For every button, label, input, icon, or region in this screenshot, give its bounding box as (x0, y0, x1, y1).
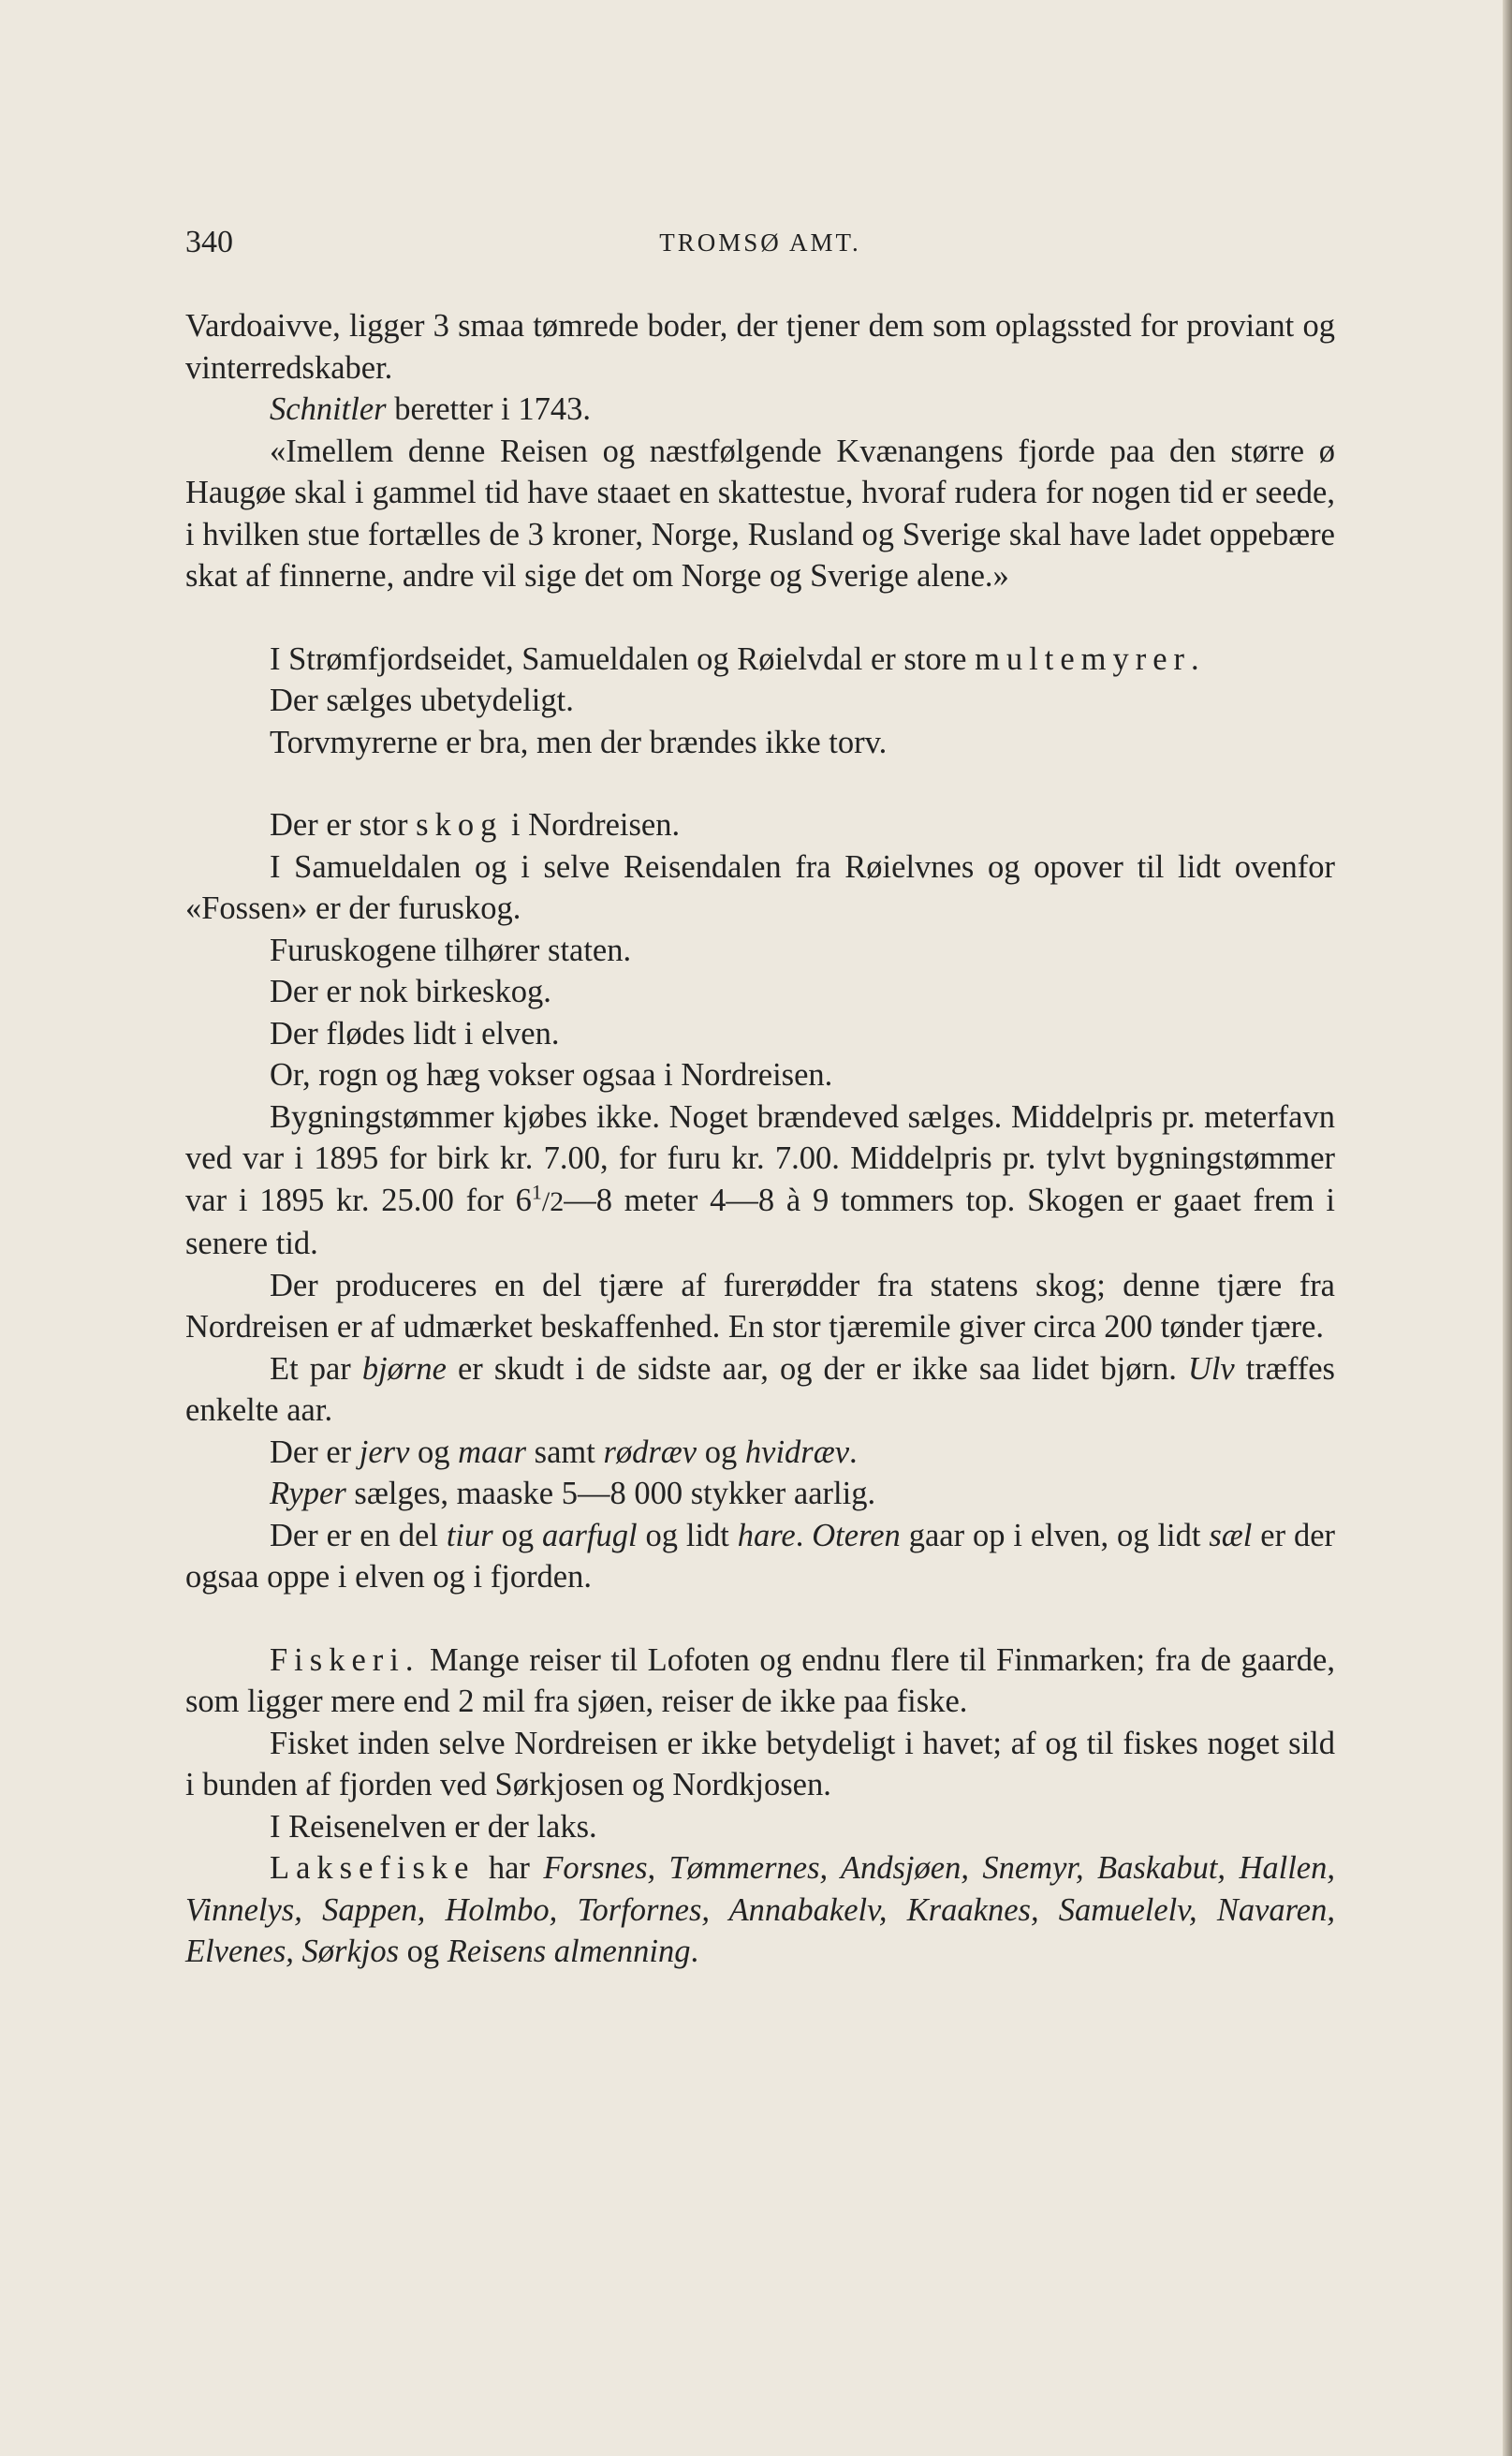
section-paragraph-fiskeri: Fiskeri. Mange reiser til Lofoten og endnu flere til Finmarken; fra de gaarde, som ligger mere end 2 mil fra sjøen, reiser de ikke paa fiske. (185, 1641, 1335, 1719)
page-header (185, 225, 1335, 272)
running-title: TROMSØ AMT. (659, 228, 861, 257)
paragraph: Der er jerv og maar samt rødræv og hvidræv. (270, 1434, 858, 1470)
paragraph: Or, rogn og hæg vokser ogsaa i Nordreisen. (270, 1057, 833, 1093)
page-number: 340 (185, 225, 233, 259)
paragraph: Der produceres en del tjære af furerødder fra statens skog; denne tjære fra Nordreisen er af udmærket beskaffenhed. En stor tjæremile giver circa 200 tønder tjære. (185, 1267, 1335, 1345)
paragraph: Der er nok birkeskog. (270, 974, 551, 1009)
paragraph: Der flødes lidt i elven. (270, 1015, 560, 1052)
paragraph: I Reisenelven er der laks. (270, 1808, 597, 1845)
paragraph: Torvmyrerne er bra, men der brændes ikke torv. (270, 724, 888, 760)
paragraph: Fisket inden selve Nordreisen er ikke betydeligt i havet; af og til fiskes noget sild i bunden af fjorden ved Sørkjosen og Nordkjosen. (185, 1725, 1335, 1802)
paragraph: Der er stor skog i Nordreisen. (270, 807, 681, 843)
scan-edge-shadow (1503, 0, 1512, 2456)
paragraph: Der sælges ubetydeligt. (270, 683, 574, 718)
paragraph: Et par bjørne er skudt i de sidste aar, og der er ikke saa lidet bjørn. Ulv træffes enkelte aar. (185, 1350, 1335, 1428)
paragraph: Der er en del tiur og aarfugl og lidt hare. Oteren gaar op i elven, og lidt sæl er der ogsaa oppe i elven og i fjorden. (185, 1517, 1336, 1595)
paragraph: I Samueldalen og i selve Reisendalen fra Røielvnes og opover til lidt ovenfor «Fossen» er der furuskog. (185, 848, 1335, 926)
paragraph: Furuskogene tilhører staten. (270, 932, 632, 968)
quote-paragraph: «Imellem denne Reisen og næstfølgende Kvænangens fjorde paa den større ø Haugøe skal i gammel tid have staaet en skattestue, hvoraf rudera for nogen tid er seede, i hvilken stue fortælles de 3 kroner, Norge, Rusland og Sverige skal have ladet oppebære skat af finnerne, andre vil sige det om Norge og Sverige alene.» (185, 433, 1335, 594)
paragraph: Vardoaivve, ligger 3 smaa tømrede boder, der tjener dem som oplagssted for proviant og vinterredskaber. (185, 308, 1335, 386)
paragraph: Schnitler beretter i 1743. (270, 391, 591, 427)
paragraph: Laksefiske har Forsnes, Tømmernes, Andsjøen, Snemyr, Baskabut, Hallen, Vinnelys, Sappen, Holmbo, Torfornes, Annabakelv, Kraaknes, Samuelelv, Navaren, Elvenes, Sørkjos og Reisens almenning. (185, 1850, 1335, 1969)
paragraph: I Strømfjordseidet, Samueldalen og Røielvdal er store multemyrer. (270, 640, 1199, 677)
page-body (185, 305, 1335, 1973)
paragraph: Ryper sælges, maaske 5—8 000 stykker aarlig. (270, 1476, 876, 1511)
paragraph: Bygningstømmer kjøbes ikke. Noget brændeved sælges. Middelpris pr. meterfavn ved var i 1895 for birk kr. 7.00, for furu kr. 7.00. Middelpris pr. tylvt bygningstømmer var i 1895 kr. 25.00 for $6^1/2—8$ meter 4—8 à 9 tommers top. Skogen er gaaet frem i senere tid. (185, 1098, 1335, 1261)
